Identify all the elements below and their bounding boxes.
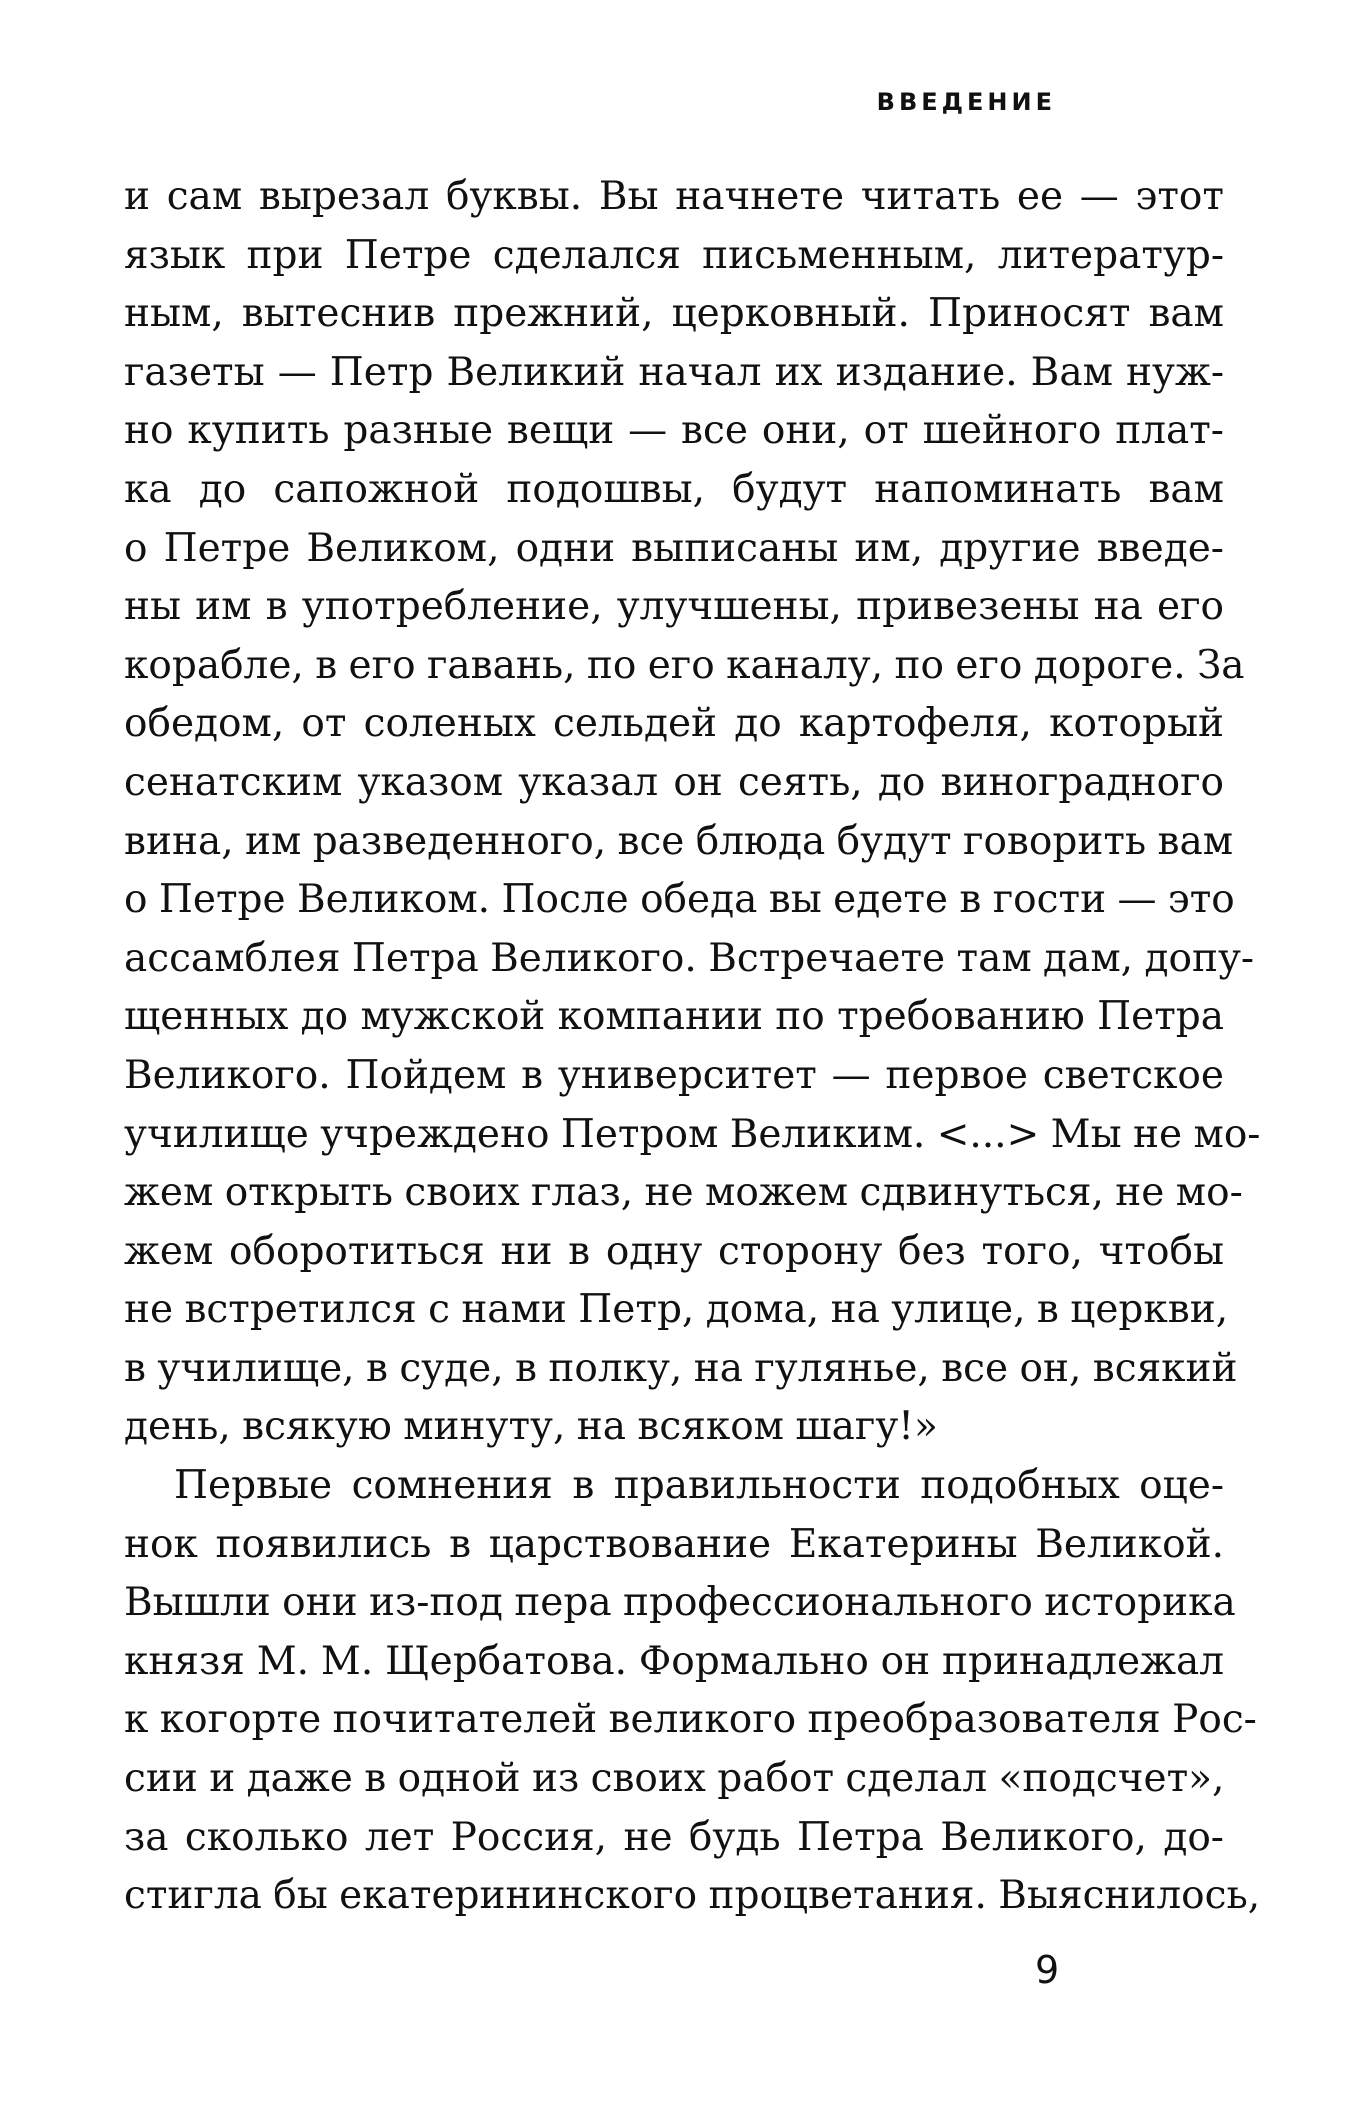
text-line: корабле, в его гавань, по его каналу, по его дороге. За xyxy=(124,642,1245,688)
text-line: училище учреждено Петром Великим. <...> Мы не мо- xyxy=(124,1111,1261,1157)
text-line: стигла бы екатерининского процветания. Выяснилось, xyxy=(124,1873,1261,1919)
text-line: нок появились в царствование Екатерины Великой. xyxy=(124,1521,1224,1567)
text-line: обедом, от соленых сельдей до картофеля, который xyxy=(124,701,1224,747)
text-line: и сам вырезал буквы. Вы начнете читать ее — этот xyxy=(124,174,1224,219)
body-text xyxy=(124,168,1261,1926)
text-line: ка до сапожной подошвы, будут напоминать вам xyxy=(124,466,1224,512)
paragraph-start-line: Первые сомнения в правильности подобных оце- xyxy=(174,1463,1224,1509)
page-number: 9 xyxy=(1035,1948,1060,1992)
text-line: жем оборотиться ни в одну сторону без того, чтобы xyxy=(124,1228,1224,1274)
paragraph-end-line: день, всякую минуту, на всяком шагу!» xyxy=(124,1404,938,1450)
text-line: язык при Петре сделался письменным, литератур- xyxy=(124,232,1224,278)
text-line: к когорте почитателей великого преобразователя Рос- xyxy=(124,1697,1257,1743)
text-line: не встретился с нами Петр, дома, на улице, в церкви, xyxy=(124,1287,1229,1333)
text-line: Великого. Пойдем в университет — первое светское xyxy=(124,1052,1224,1098)
text-line: о Петре Великом. После обеда вы едете в гости — это xyxy=(124,877,1235,923)
text-line: но купить разные вещи — все они, от шейного плат- xyxy=(124,408,1224,454)
text-line: щенных до мужской компании по требованию Петра xyxy=(124,994,1224,1040)
text-line: Вышли они из-под пера профессионального историка xyxy=(124,1580,1236,1626)
text-line: жем открыть своих глаз, не можем сдвинуться, не мо- xyxy=(124,1170,1243,1216)
text-line: за сколько лет Россия, не будь Петра Великого, до- xyxy=(124,1814,1224,1860)
text-line: ассамблея Петра Великого. Встречаете там дам, допу- xyxy=(124,935,1255,981)
text-line: ным, вытеснив прежний, церковный. Приносят вам xyxy=(124,291,1224,337)
text-line: сии и даже в одной из своих работ сделал «подсчет», xyxy=(124,1756,1225,1802)
text-line: ны им в употребление, улучшены, привезены на его xyxy=(124,584,1224,630)
text-line: о Петре Великом, одни выписаны им, другие введе- xyxy=(124,525,1224,571)
running-header: ВВЕДЕНИЕ xyxy=(876,88,1056,116)
text-line: газеты — Петр Великий начал их издание. Вам нуж- xyxy=(124,349,1224,395)
text-line: в училище, в суде, в полку, на гулянье, все он, всякий xyxy=(124,1345,1238,1391)
text-line: вина, им разведенного, все блюда будут говорить вам xyxy=(124,818,1234,864)
text-line: князя М. М. Щербатова. Формально он принадлежал xyxy=(124,1638,1224,1684)
text-line: сенатским указом указал он сеять, до виноградного xyxy=(124,759,1224,805)
